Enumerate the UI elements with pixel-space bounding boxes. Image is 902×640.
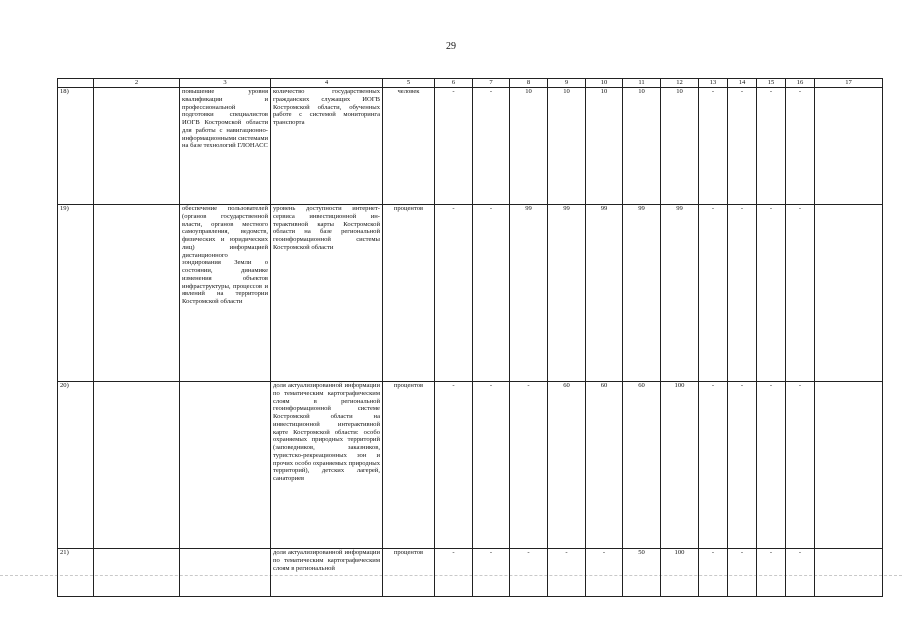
cell-activity	[180, 549, 271, 597]
cell-unit: процентов	[383, 205, 435, 382]
cell-value: -	[435, 382, 473, 549]
cell-value: -	[473, 382, 510, 549]
column-header: 17	[815, 79, 883, 88]
cell-value: -	[786, 382, 815, 549]
column-header: 14	[728, 79, 757, 88]
cell-value: -	[473, 549, 510, 597]
cell-unit: человек	[383, 88, 435, 205]
cell-value: -	[699, 88, 728, 205]
cell-value: -	[699, 549, 728, 597]
cell-col17	[815, 382, 883, 549]
page-number: 29	[446, 41, 456, 52]
cell-value: 100	[661, 382, 699, 549]
cell-unit: процентов	[383, 549, 435, 597]
cell-value: -	[728, 549, 757, 597]
cell-value: 100	[661, 549, 699, 597]
cell-col2	[94, 205, 180, 382]
table-row	[58, 88, 883, 205]
table-row	[58, 549, 883, 597]
cell-value: 10	[623, 88, 661, 205]
column-header: 3	[180, 79, 271, 88]
cell-value: -	[728, 205, 757, 382]
cell-value: 99	[548, 205, 586, 382]
cell-value: -	[435, 549, 473, 597]
indicators-table	[57, 78, 883, 597]
cell-value: -	[699, 382, 728, 549]
cell-value: -	[699, 205, 728, 382]
cell-value: -	[473, 205, 510, 382]
cell-value: -	[473, 88, 510, 205]
cell-value: 99	[510, 205, 548, 382]
cell-value: 99	[586, 205, 623, 382]
column-header: 13	[699, 79, 728, 88]
column-header: 15	[757, 79, 786, 88]
cell-value: 10	[661, 88, 699, 205]
cell-col17	[815, 88, 883, 205]
cell-value: -	[510, 549, 548, 597]
column-header: 6	[435, 79, 473, 88]
cell-value: -	[548, 549, 586, 597]
cell-value: -	[510, 382, 548, 549]
cell-value: -	[757, 205, 786, 382]
cell-value: 60	[623, 382, 661, 549]
column-header: 2	[94, 79, 180, 88]
cell-value: -	[435, 88, 473, 205]
table-row	[58, 382, 883, 549]
column-header: 9	[548, 79, 586, 88]
cell-activity: повышение уровня квалификации и профессиональной подготовки специалистов ИОГВ Костромской области для работы с навигационно-информационными системами на базе технологий ГЛОНАСС	[180, 88, 271, 205]
cell-value: 50	[623, 549, 661, 597]
cell-value: 99	[623, 205, 661, 382]
row-number: 18)	[58, 88, 94, 205]
column-header: 16	[786, 79, 815, 88]
cell-value: -	[728, 382, 757, 549]
cell-value: 10	[548, 88, 586, 205]
cell-value: 99	[661, 205, 699, 382]
cell-value: -	[757, 88, 786, 205]
cell-value: -	[757, 382, 786, 549]
cell-activity: обеспечение пользователей (органов государственной власти, органов местного самоуправления, ведомств, физических и юридических лиц) информацией дистанционного зондирования Земли о состоянии, динамике изменения объектов инфраструктуры, процессов и явлений на территории Костромской области	[180, 205, 271, 382]
cell-col2	[94, 549, 180, 597]
cell-value: -	[757, 549, 786, 597]
cell-activity	[180, 382, 271, 549]
cell-value: 60	[586, 382, 623, 549]
cell-value: -	[786, 205, 815, 382]
table-row	[58, 205, 883, 382]
cell-value: -	[786, 549, 815, 597]
column-header: 12	[661, 79, 699, 88]
cell-value: -	[786, 88, 815, 205]
cell-col2	[94, 382, 180, 549]
cell-col17	[815, 205, 883, 382]
cell-value: -	[586, 549, 623, 597]
cell-indicator: количество государственных гражданских служащих ИОГВ Костромской области, обученных работе с системой мониторинга транспорта	[271, 88, 383, 205]
cell-unit: процентов	[383, 382, 435, 549]
cell-col2	[94, 88, 180, 205]
cell-value: 10	[586, 88, 623, 205]
cell-value: 60	[548, 382, 586, 549]
column-header: 8	[510, 79, 548, 88]
cell-indicator: доля актуализированной информации по тематическим картографическим слоям в региональной	[271, 549, 383, 597]
column-header: 5	[383, 79, 435, 88]
cell-indicator: доля актуализированной информации по тематическим картографическим слоям в региональной геоинформационной системе Костромской области на инвестиционной интерактивной карте Костромской области: особо охраняемых природных территорий (заповедников, заказников, туристско-рекреационных зон и прочих особо охраняемых природных территорий), детских лагерей, санаториев	[271, 382, 383, 549]
cell-value: -	[435, 205, 473, 382]
column-header: 11	[623, 79, 661, 88]
row-number: 21)	[58, 549, 94, 597]
cell-value: -	[728, 88, 757, 205]
row-number: 19)	[58, 205, 94, 382]
column-header: 10	[586, 79, 623, 88]
column-header	[58, 79, 94, 88]
column-header: 4	[271, 79, 383, 88]
cell-value: 10	[510, 88, 548, 205]
row-number: 20)	[58, 382, 94, 549]
cell-indicator: уровень доступности интернет-сервиса инвестиционной ин-терактивной карты Костромской области на базе региональной геоинформационной системы Костромской области	[271, 205, 383, 382]
cell-col17	[815, 549, 883, 597]
column-number-row	[58, 79, 883, 88]
column-header: 7	[473, 79, 510, 88]
